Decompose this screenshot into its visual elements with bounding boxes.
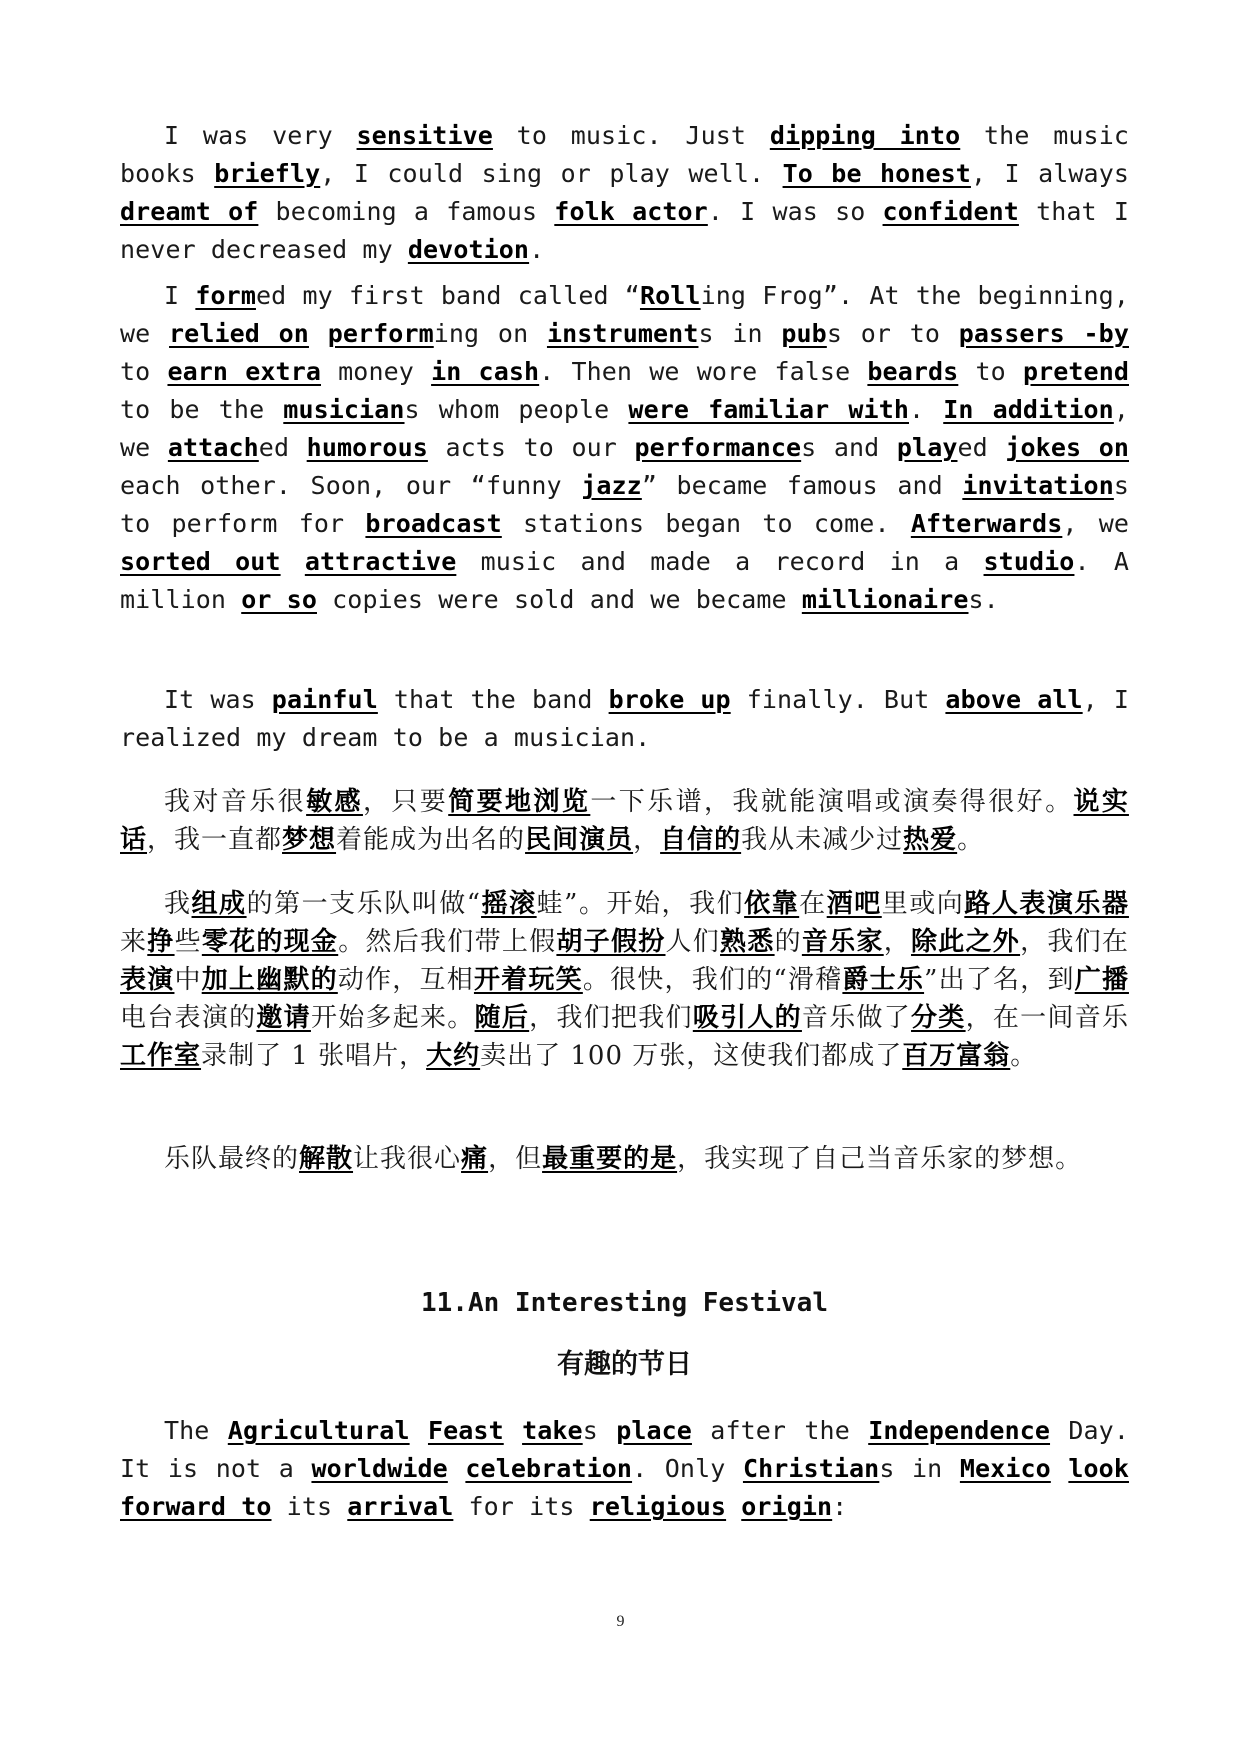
text-run <box>448 1454 466 1483</box>
vocab-term: briefly <box>214 159 321 188</box>
vocab-term: 自信的 <box>660 825 742 855</box>
vocab-term: Roll <box>639 281 701 310</box>
vocab-term: attractive <box>304 547 457 576</box>
section-title: 11.An Interesting Festival <box>421 1288 828 1318</box>
text-run: 。 <box>957 825 985 855</box>
vocab-term: Christian <box>742 1454 880 1483</box>
text-run: its <box>271 1492 348 1521</box>
text-run: the music books <box>120 121 1130 188</box>
vocab-term: 熟悉 <box>720 927 775 957</box>
vocab-term: 加上幽默的 <box>201 965 338 995</box>
text-run: I <box>164 281 196 310</box>
text-run: 里或向 <box>881 889 965 919</box>
vocab-term: 除此之外 <box>910 927 1021 957</box>
text-run: finally. But <box>730 685 946 714</box>
vocab-term: 分类 <box>911 1003 966 1033</box>
vocab-term: 爵士乐 <box>842 965 925 995</box>
vocab-term: jazz <box>581 471 642 500</box>
text-run: s or to <box>826 319 959 348</box>
text-run: . I was so <box>707 197 883 226</box>
vocab-term: arrival <box>347 1492 454 1521</box>
vocab-term: form <box>195 281 256 310</box>
text-run: ，只要 <box>362 787 449 817</box>
vocab-term: Afterwards <box>910 509 1063 538</box>
text-run: ed <box>258 433 307 462</box>
vocab-term: broadcast <box>365 509 502 538</box>
vocab-term: Mexico <box>959 1454 1051 1483</box>
vocab-term: 大约 <box>426 1041 481 1071</box>
text-run: ed <box>957 433 1006 462</box>
text-run: s to perform for <box>120 471 1129 538</box>
text-run: for its <box>453 1492 590 1521</box>
vocab-term: 吸引人的 <box>692 1003 802 1033</box>
text-run: that I never decreased my <box>120 197 1130 264</box>
vocab-term: 依靠 <box>744 889 800 919</box>
vocab-term: confident <box>882 197 1019 226</box>
text-run: s in <box>698 319 782 348</box>
text-run: each other. Soon, our “funny <box>120 471 582 500</box>
vocab-term: 百万富翁 <box>902 1041 1011 1071</box>
vocab-term: 组成 <box>191 889 247 919</box>
vocab-term: devotion <box>407 235 530 264</box>
vocab-term: musician <box>283 395 405 424</box>
text-run: s in <box>879 1454 960 1483</box>
text-run: 一下乐谱，我就能演唱或演奏得很好。 <box>590 787 1074 817</box>
paragraph-en-3 <box>120 681 1129 757</box>
vocab-term: millionaire <box>801 585 969 614</box>
text-run: 人们 <box>665 927 721 957</box>
text-run: Day. It is not a <box>120 1416 1129 1483</box>
text-run: . Then we wore false <box>539 357 868 386</box>
text-run <box>281 547 305 576</box>
text-run: 电台表演的 <box>120 1003 257 1033</box>
text-run: , I always <box>970 159 1129 188</box>
text-run: acts to our <box>427 433 635 462</box>
paragraph-en-4 <box>120 1412 1129 1526</box>
vocab-term: or so <box>241 585 317 614</box>
text-run: The <box>164 1416 228 1445</box>
text-run: I was very <box>164 121 357 150</box>
vocab-term: pub <box>781 319 827 348</box>
vocab-term: 酒吧 <box>826 889 882 919</box>
vocab-term: 胡子假扮 <box>556 927 666 957</box>
text-run: s whom people <box>404 395 629 424</box>
text-run <box>309 319 328 348</box>
vocab-term: attach <box>167 433 259 462</box>
text-run: ，我一直都 <box>147 825 283 855</box>
vocab-term: perform <box>327 319 434 348</box>
text-run: 。 <box>1010 1041 1038 1071</box>
vocab-term: place <box>616 1416 692 1445</box>
vocab-term: In addition <box>943 395 1114 424</box>
vocab-term: studio <box>983 547 1075 576</box>
vocab-term: invitation <box>962 471 1114 500</box>
text-run <box>1051 1454 1069 1483</box>
text-run: , we <box>120 395 1129 462</box>
vocab-term: performance <box>634 433 802 462</box>
vocab-term: dreamt of <box>120 197 259 226</box>
text-run: . Only <box>632 1454 743 1483</box>
vocab-term: 音乐家 <box>801 927 884 957</box>
text-run: money <box>321 357 432 386</box>
text-run: , we <box>1062 509 1129 538</box>
vocab-term: take <box>522 1416 583 1445</box>
text-run: becoming a famous <box>258 197 555 226</box>
vocab-term: 表演 <box>120 965 175 995</box>
text-run: 中 <box>174 965 202 995</box>
vocab-term: Independence <box>868 1416 1051 1445</box>
text-run: 开始多起来。 <box>310 1003 475 1033</box>
text-run: after the <box>691 1416 869 1445</box>
vocab-term: earn extra <box>167 357 321 386</box>
text-run <box>726 1492 741 1521</box>
text-run: ，我们把我们 <box>529 1003 693 1033</box>
text-run: to <box>120 357 168 386</box>
text-run: 来 <box>120 927 148 957</box>
text-run: 卖出了 100 万张，这使我们都成了 <box>480 1041 903 1071</box>
vocab-term: 广播 <box>1074 965 1129 995</box>
text-run: ，我实现了自己当音乐家的梦想。 <box>677 1144 1083 1174</box>
text-run: 我从未减少过 <box>741 825 904 855</box>
vocab-term: jokes on <box>1005 433 1129 462</box>
text-run: music and made a record in a <box>456 547 984 576</box>
text-run <box>410 1416 428 1445</box>
paragraph-zh-3 <box>120 1140 1129 1178</box>
text-run: to be the <box>120 395 284 424</box>
text-run: ，我们在 <box>1020 927 1129 957</box>
text-run: stations began to come. <box>501 509 911 538</box>
text-run: 我 <box>164 889 192 919</box>
vocab-term: worldwide <box>311 1454 448 1483</box>
paragraph-zh-1 <box>120 783 1129 859</box>
vocab-term: 零花的现金 <box>201 927 339 957</box>
vocab-term: To be honest <box>782 159 971 188</box>
vocab-term: folk actor <box>554 197 708 226</box>
text-run: copies were sold and we became <box>316 585 802 614</box>
text-run: 些 <box>174 927 202 957</box>
vocab-term: 路人表演乐器 <box>964 889 1129 919</box>
text-run: : <box>832 1492 848 1521</box>
vocab-term: 邀请 <box>256 1003 311 1033</box>
text-run: that the band <box>377 685 609 714</box>
text-run: ” became famous and <box>641 471 963 500</box>
vocab-term: religious <box>589 1492 727 1521</box>
vocab-term: 挣 <box>147 927 175 957</box>
text-run: 动作，互相 <box>337 965 474 995</box>
vocab-term: painful <box>271 685 378 714</box>
section-subtitle: 有趣的节日 <box>557 1349 692 1380</box>
vocab-term: 痛 <box>461 1144 489 1174</box>
vocab-term: broke up <box>608 685 731 714</box>
vocab-term: 热爱 <box>903 825 958 855</box>
vocab-term: instrument <box>546 319 699 348</box>
page-number: 9 <box>616 1613 625 1630</box>
text-run: s <box>582 1416 617 1445</box>
vocab-term: sorted out <box>120 547 281 576</box>
text-run: ing Frog”. At the beginning, we <box>120 281 1129 348</box>
paragraph-zh-2 <box>120 885 1129 1075</box>
vocab-term: dipping into <box>769 121 961 150</box>
text-run: 音乐做了 <box>801 1003 912 1033</box>
text-run: It was <box>164 685 272 714</box>
vocab-term: celebration <box>465 1454 633 1483</box>
vocab-term: passers -by <box>958 319 1129 348</box>
vocab-term: 简要地浏览 <box>448 787 591 817</box>
text-run: ，但 <box>488 1144 543 1174</box>
vocab-term: beards <box>867 357 959 386</box>
vocab-term: Feast <box>427 1416 504 1445</box>
vocab-term: above all <box>945 685 1083 714</box>
vocab-term: play <box>896 433 958 462</box>
vocab-term: 随后 <box>474 1003 530 1033</box>
vocab-term: 最重要的是 <box>542 1144 678 1174</box>
text-run: to music. Just <box>492 121 770 150</box>
text-run: 让我很心 <box>353 1144 462 1174</box>
text-run: . <box>529 235 545 264</box>
text-run: . <box>909 395 944 424</box>
vocab-term: humorous <box>306 433 428 462</box>
vocab-term: were familiar with <box>628 395 909 424</box>
text-run: 蛙”。开始，我们 <box>536 889 745 919</box>
text-run: ， <box>883 927 911 957</box>
text-run: ed my first band called “ <box>255 281 640 310</box>
text-run: to <box>958 357 1023 386</box>
text-run: 录制了 1 张唱片， <box>201 1041 427 1071</box>
paragraph-en-1 <box>120 117 1129 269</box>
vocab-term: origin <box>741 1492 833 1521</box>
vocab-term: look forward to <box>120 1454 1129 1521</box>
text-run: ing on <box>433 319 547 348</box>
text-run: 。很快，我们的“滑稽 <box>582 965 843 995</box>
text-run: , I realized my dream to be a musician. <box>120 685 1129 752</box>
text-run: s. <box>968 585 999 614</box>
text-run: 。然后我们带上假 <box>338 927 557 957</box>
text-run: , I could sing or play well. <box>320 159 783 188</box>
vocab-term: 说实话 <box>120 787 1129 855</box>
text-run: ， <box>633 825 661 855</box>
vocab-term: 梦想 <box>282 825 337 855</box>
paragraph-en-2 <box>120 277 1129 619</box>
text-run: . A million <box>120 547 1129 614</box>
vocab-term: 解散 <box>299 1144 354 1174</box>
vocab-term: in cash <box>431 357 540 386</box>
vocab-term: relied on <box>169 319 309 348</box>
text-run: 在 <box>799 889 827 919</box>
text-run: 乐队最终的 <box>164 1144 300 1174</box>
vocab-term: pretend <box>1022 357 1129 386</box>
vocab-term: 敏感 <box>306 787 363 817</box>
text-run: 的第一支乐队叫做“ <box>246 889 482 919</box>
text-run: 我对音乐很 <box>164 787 307 817</box>
text-run: ”出了名，到 <box>924 965 1075 995</box>
vocab-term: 摇滚 <box>481 889 537 919</box>
text-run: 着能成为出名的 <box>336 825 526 855</box>
text-run: 的 <box>774 927 802 957</box>
vocab-term: sensitive <box>356 121 493 150</box>
vocab-term: Agricultural <box>227 1416 410 1445</box>
vocab-term: 开着玩笑 <box>473 965 583 995</box>
vocab-term: 民间演员 <box>525 825 634 855</box>
text-run: s and <box>801 433 897 462</box>
text-run <box>504 1416 522 1445</box>
text-run: ，在一间音乐 <box>965 1003 1129 1033</box>
vocab-term: 工作室 <box>120 1041 202 1071</box>
